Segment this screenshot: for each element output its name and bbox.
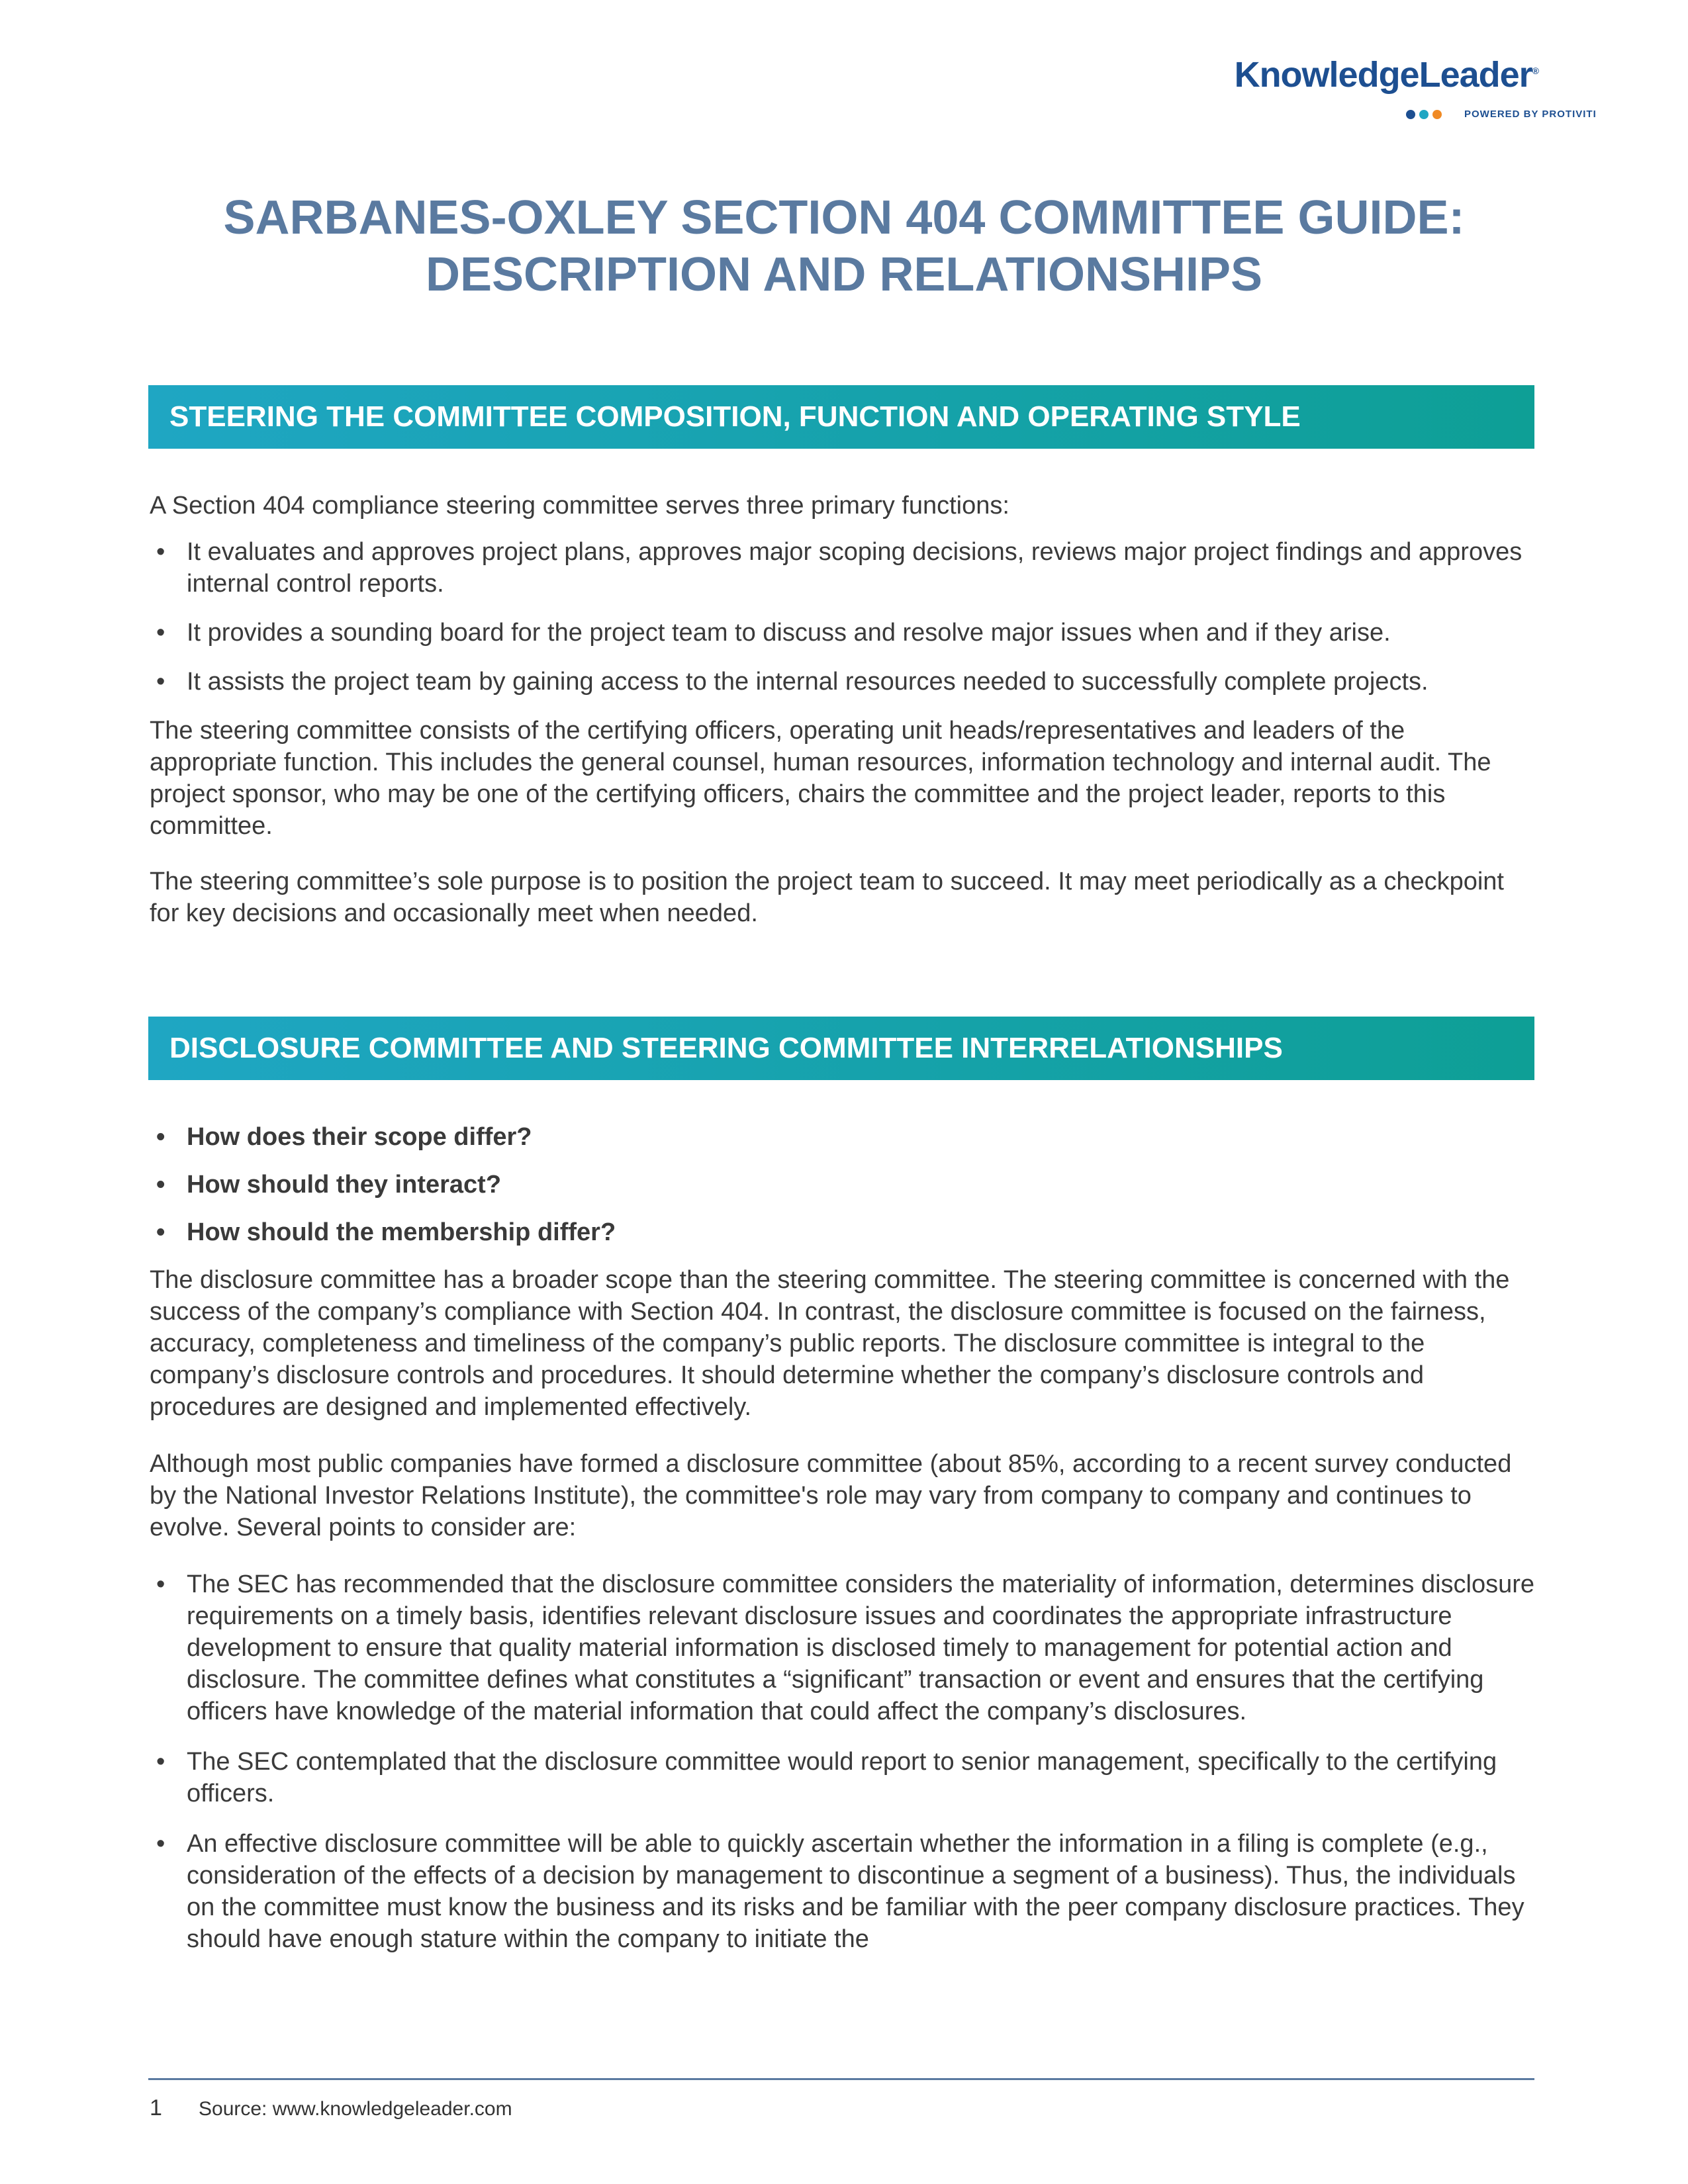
section-heading-text: STEERING THE COMMITTEE COMPOSITION, FUNCTION AND OPERATING STYLE [169,400,1301,433]
section-heading-text: DISCLOSURE COMMITTEE AND STEERING COMMITTEE INTERRELATIONSHIPS [169,1032,1283,1064]
section-heading-steering [148,385,1534,449]
functions-list [150,536,1536,698]
list-item: • It provides a sounding board for the project team to discuss and resolve major issues when and if they arise. [150,617,1536,649]
knowledgeleader-logo [1194,54,1597,127]
paragraph: The steering committee’s sole purpose is to position the project team to succeed. It may meet periodically as a checkpoint for key decisions and occasionally meet when needed. [150,868,1504,927]
list-item: • How should the membership differ? [150,1216,1536,1248]
logo-wordmark [1235,54,1538,95]
document-title [132,189,1556,303]
paragraph: Although most public companies have formed a disclosure committee (about 85%, according to a recent survey conducted by the National Investor Relations Institute), the committee's role may vary from company to company and continues to evolve. Several points to consider are: [150,1450,1512,1541]
section-interrelationships-content [150,1121,1536,1974]
footer-divider [148,2078,1534,2080]
questions-list [150,1121,1536,1248]
logo-dot-1 [1406,110,1415,119]
registered-mark: ® [1532,66,1538,76]
title-line-1: SARBANES-OXLEY SECTION 404 COMMITTEE GUIDE: [223,191,1465,244]
page-number: 1 [150,2095,162,2120]
logo-wordmark-text: KnowledgeLeader [1234,55,1532,95]
list-item: • The SEC has recommended that the disclosure committee considers the materiality of information, determines disclosure requirements on a timely basis, identifies relevant disclosure issues and coordinates the appropriate infrastructure development to ensure that quality material information is disclosed timely to management for potential action and disclosure. The committee defines what constitutes a “significant” transaction or event and ensures that the certifying officers have knowledge of the material information that could affect the company’s disclosures. [150,1569,1536,1727]
list-item: • It assists the project team by gaining access to the internal resources needed to successfully complete projects. [150,666,1536,698]
list-item: • How does their scope differ? [150,1121,1536,1153]
list-item: • How should they interact? [150,1169,1536,1201]
powered-by-text: POWERED BY PROTIVITI [1464,109,1597,120]
logo-dot-2 [1419,110,1429,119]
footer-source: Source: www.knowledgeleader.com [199,2098,512,2120]
points-list [150,1569,1536,1955]
section-steering-content [150,490,1536,953]
intro-paragraph: A Section 404 compliance steering committee serves three primary functions: [150,492,1009,520]
logo-dot-3 [1432,110,1442,119]
list-item: • An effective disclosure committee will be able to quickly ascertain whether the information in a filing is complete (e.g., consideration of the effects of a decision by management to discontinue a segment of a business). Thus, the individuals on the committee must know the business and its risks and be familiar with the peer company disclosure practices. They should have enough stature within the company to initiate the [150,1828,1536,1955]
list-item: • The SEC contemplated that the disclosure committee would report to senior management, specifically to the certifying officers. [150,1746,1536,1809]
logo-dots-icon [1406,110,1442,119]
list-item: • It evaluates and approves project plans, approves major scoping decisions, reviews major project findings and approves internal control reports. [150,536,1536,600]
paragraph: The steering committee consists of the certifying officers, operating unit heads/representatives and leaders of the appropriate function. This includes the general counsel, human resources, information technology and internal audit. The project sponsor, who may be one of the certifying officers, chairs the committee and the project leader, reports to this committee. [150,717,1491,840]
paragraph: The disclosure committee has a broader scope than the steering committee. The steering committee is concerned with the success of the company’s compliance with Section 404. In contrast, the disclosure committee is focused on the fairness, accuracy, completeness and timeliness of the company’s public reports. The disclosure committee is integral to the company’s disclosure controls and procedures. It should determine whether the company’s disclosure controls and procedures are designed and implemented effectively. [150,1266,1510,1421]
section-heading-interrelationships [148,1017,1534,1080]
title-line-2: DESCRIPTION AND RELATIONSHIPS [425,248,1263,301]
